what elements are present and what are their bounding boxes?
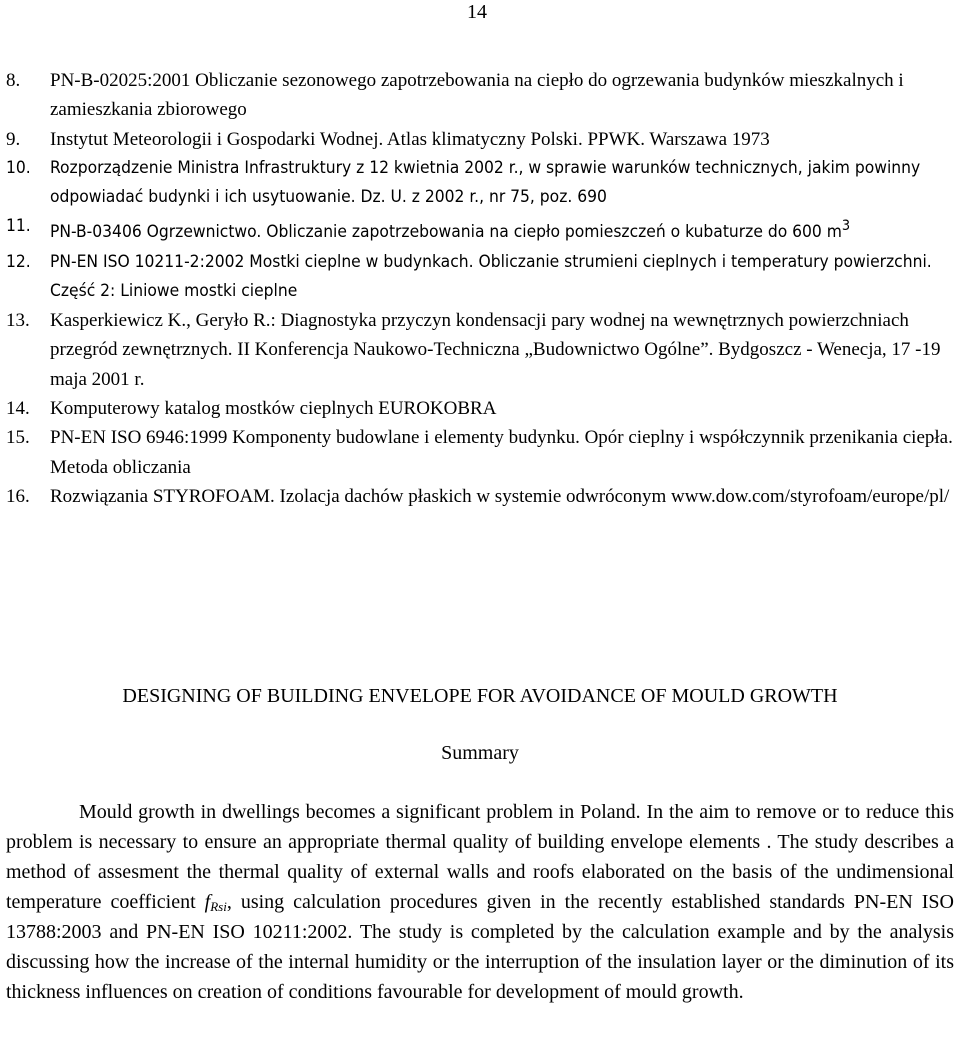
reference-item	[6, 66, 960, 125]
reference-text: PN-EN ISO 6946:1999 Komponenty budowlane i elementy budynku. Opór cieplny i współczynnik przenikania ciepła. Metoda obliczania	[50, 427, 953, 478]
reference-item	[6, 306, 960, 394]
summary-text-part2: , using calculation procedures given in the recently established standards PN-EN ISO 13788:2003 and PN-EN ISO 10211:2002. The study is completed by the calculation example and by the analysis discussing how the increase of the internal humidity or the interruption of the insulation layer or the diminution of its thickness influences on creation of conditions favourable for development of mould growth.	[6, 891, 954, 1003]
reference-text: Komputerowy katalog mostków cieplnych EUROKOBRA	[50, 398, 497, 420]
coefficient-symbol	[205, 891, 227, 913]
reference-text-main: PN-B-03406 Ogrzewnictwo. Obliczanie zapotrzebowania na ciepło pomieszczeń o kubaturze do 600 m	[50, 222, 842, 243]
summary-paragraph	[6, 797, 954, 1007]
reference-text: PN-B-02025:2001 Obliczanie sezonowego zapotrzebowania na ciepło do ogrzewania budynków mieszkalnych i zamieszkania zbiorowego	[50, 70, 904, 121]
superscript: 3	[841, 218, 851, 235]
summary-heading: Summary	[441, 742, 519, 764]
reference-list	[6, 66, 960, 511]
reference-number: 10.	[6, 157, 31, 178]
reference-number: 8.	[6, 70, 21, 91]
coefficient-symbol-subscript: Rsi	[210, 899, 227, 914]
reference-text	[50, 212, 960, 247]
reference-item	[6, 394, 960, 423]
page-number: 14	[467, 1, 487, 23]
reference-text: Kasperkiewicz K., Geryło R.: Diagnostyka przyczyn kondensacji pary wodnej na wewnętrznych powierzchniach przegród zewnętrznych. II Konferencja Naukowo-Techniczna „Budownictwo Ogólne”. Bydgoszcz - Wenecja, 17 -19 maja 2001 r.	[50, 310, 941, 390]
reference-number: 15.	[6, 427, 30, 449]
reference-number: 9.	[6, 128, 21, 150]
reference-text: Instytut Meteorologii i Gospodarki Wodnej. Atlas klimatyczny Polski. PPWK. Warszawa 1973	[50, 128, 770, 150]
reference-item	[6, 482, 960, 511]
reference-text: Rozwiązania STYROFOAM. Izolacja dachów płaskich w systemie odwróconym www.dow.com/styrofoam/europe/pl/	[50, 485, 950, 507]
reference-number: 14.	[6, 398, 30, 420]
reference-text: PN-EN ISO 10211-2:2002 Mostki cieplne w budynkach. Obliczanie strumieni cieplnych i temperatury powierzchni. Część 2: Liniowe mostki cieplne	[50, 251, 932, 301]
reference-item	[6, 423, 960, 482]
reference-item	[6, 248, 960, 307]
reference-item	[6, 125, 960, 154]
reference-number: 11.	[6, 216, 31, 237]
reference-text: Rozporządzenie Ministra Infrastruktury z 12 kwietnia 2002 r., w sprawie warunków technicznych, jakim powinny odpowiadać budynki i ich usytuowanie. Dz. U. z 2002 r., nr 75, poz. 690	[50, 157, 921, 208]
coefficient-symbol-main: f	[204, 891, 211, 913]
summary-text-part1: Mould growth in dwellings becomes a significant problem in Poland. In the aim to remove or to reduce this problem is necessary to ensure an appropriate thermal quality of building envelope elements . The study describes a method of assesment the thermal quality of external walls and roofs elaborated on the basis of the undimensional temperature coefficient	[6, 801, 954, 913]
reference-number: 12.	[6, 251, 31, 272]
reference-item	[6, 212, 960, 247]
reference-number: 16.	[6, 485, 30, 507]
reference-item	[6, 154, 960, 213]
reference-number: 13.	[6, 310, 30, 332]
english-title: DESIGNING OF BUILDING ENVELOPE FOR AVOIDANCE OF MOULD GROWTH	[122, 685, 838, 707]
